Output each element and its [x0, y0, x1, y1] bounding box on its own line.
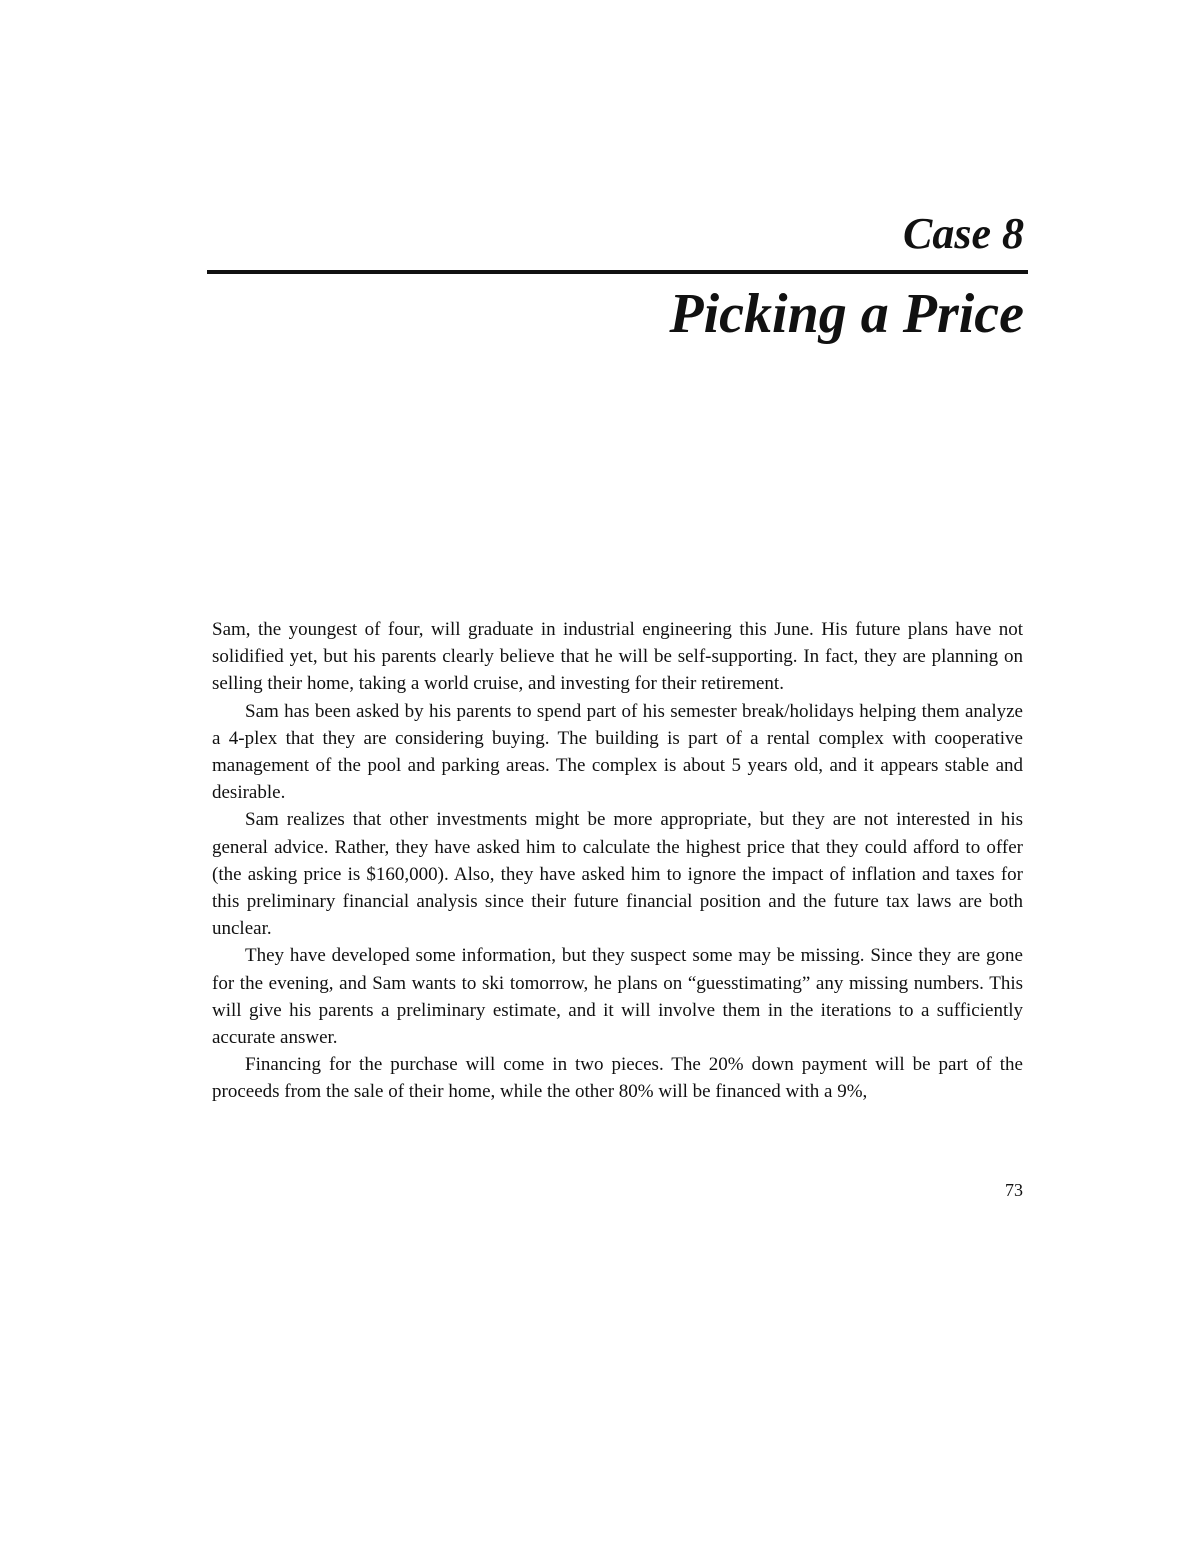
chapter-title: Picking a Price	[669, 283, 1024, 345]
case-label: Case 8	[903, 209, 1024, 258]
paragraph: Sam has been asked by his parents to spend part of his semester break/holidays helping them analyze a 4-plex that they are considering buying. The building is part of a rental complex with cooperative management of the pool and parking areas. The complex is about 5 years old, and it appears stable and desirable.	[212, 700, 1023, 804]
title-rule	[207, 270, 1028, 274]
paragraph: Sam, the youngest of four, will graduate in industrial engineering this June. His future plans have not solidified yet, but his parents clearly believe that he will be self-supporting. In fact, they are planning on selling their home, taking a world cruise, and investing for their retirement.	[212, 619, 1023, 695]
paragraph: Financing for the purchase will come in two pieces. The 20% down payment will be part of the proceeds from the sale of their home, while the other 80% will be financed with a 9%,	[212, 1054, 1023, 1103]
page-number: 73	[1005, 1180, 1023, 1200]
paragraph: They have developed some information, but they suspect some may be missing. Since they are gone for the evening, and Sam wants to ski tomorrow, he plans on “guesstimating” any missing numbers. This will give his parents a preliminary estimate, and it will involve them in the iterations to a sufficiently accurate answer.	[212, 945, 1023, 1049]
paragraph: Sam realizes that other investments might be more appropriate, but they are not interested in his general advice. Rather, they have asked him to calculate the highest price that they could afford to offer (the asking price is $160,000). Also, they have asked him to ignore the impact of inflation and taxes for this preliminary financial analysis since their future financial position and the future tax laws are both unclear.	[212, 809, 1023, 940]
body-text	[212, 616, 1023, 1106]
